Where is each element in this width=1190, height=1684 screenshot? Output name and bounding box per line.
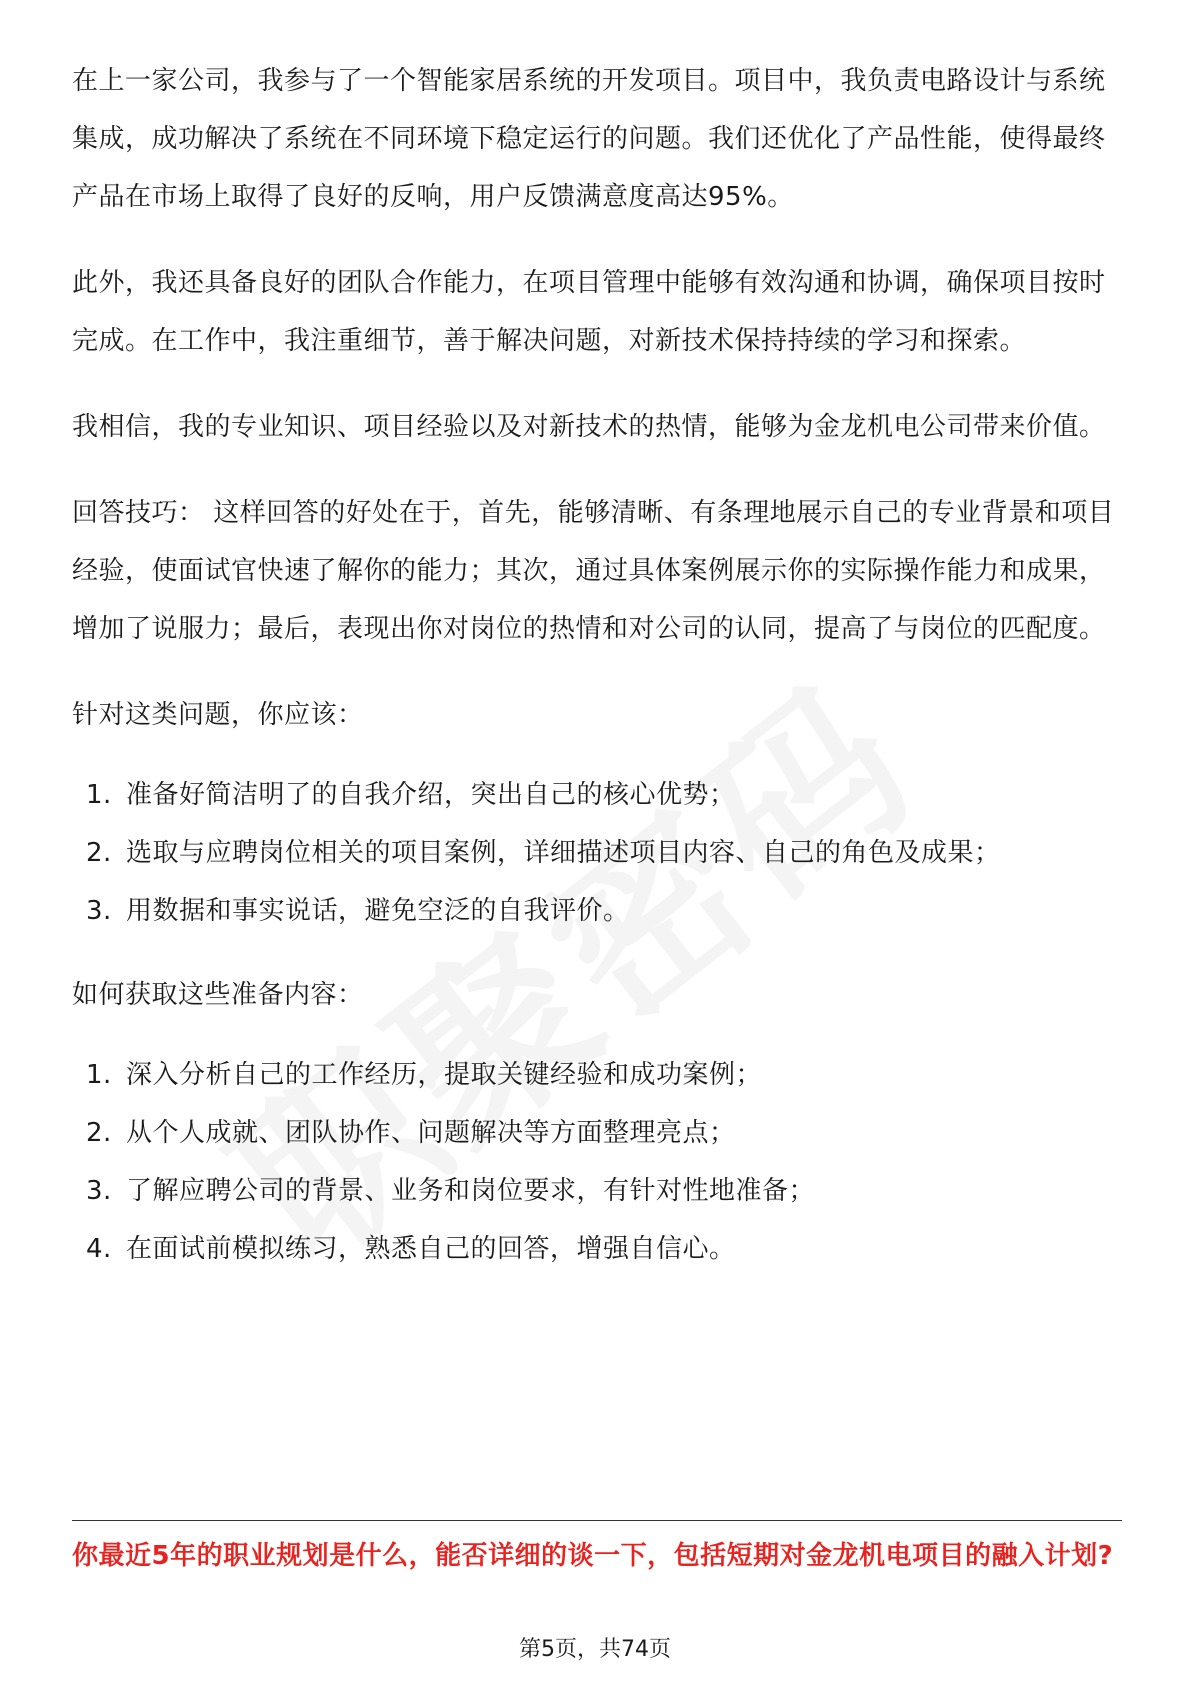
list-item: [72, 824, 1122, 882]
list-item-text: 准备好简洁明了的自我介绍，突出自己的核心优势；: [126, 780, 736, 810]
list-item-text: 用数据和事实说话，避免空泛的自我评价。: [126, 896, 630, 926]
approach-list: [72, 766, 1122, 940]
list-item-text: 在面试前模拟练习，熟悉自己的回答，增强自信心。: [126, 1234, 736, 1264]
list-item-text: 选取与应聘岗位相关的项目案例，详细描述项目内容、自己的角色及成果；: [126, 838, 1001, 868]
section-divider: [72, 1520, 1122, 1521]
list-item: [72, 1220, 1122, 1278]
answer-tips-paragraph: 回答技巧： 这样回答的好处在于，首先，能够清晰、有条理地展示自己的专业背景和项目经验，使面试官快速了解你的能力；其次，通过具体案例展示你的实际操作能力和成果，增加了说服力；最后，表现出你对岗位的热情和对公司的认同，提高了与岗位的匹配度。: [72, 498, 1115, 644]
list-item: [72, 1046, 1122, 1104]
section-heading-approach: 针对这类问题，你应该：: [72, 700, 364, 730]
list-item: [72, 882, 1122, 940]
list-item-number: 2.: [86, 1118, 112, 1148]
list-item-number: 1.: [86, 780, 112, 810]
section-heading-preparation: 如何获取这些准备内容：: [72, 980, 364, 1010]
answer-paragraph-1: 在上一家公司，我参与了一个智能家居系统的开发项目。项目中，我负责电路设计与系统集成，成功解决了系统在不同环境下稳定运行的问题。我们还优化了产品性能，使得最终产品在市场上取得了良好的反响，用户反馈满意度高达95%。: [72, 66, 1106, 212]
list-item: [72, 1104, 1122, 1162]
preparation-list: [72, 1046, 1122, 1278]
list-item: [72, 1162, 1122, 1220]
list-item-number: 4.: [86, 1234, 112, 1264]
list-item-number: 2.: [86, 838, 112, 868]
list-item-number: 3.: [86, 896, 112, 926]
list-item-text: 了解应聘公司的背景、业务和岗位要求，有针对性地准备；: [126, 1176, 816, 1206]
next-question-heading: 你最近5年的职业规划是什么，能否详细的谈一下，包括短期对金龙机电项目的融入计划?: [72, 1541, 1114, 1571]
list-item-number: 3.: [86, 1176, 112, 1206]
main-content: [72, 52, 1122, 1304]
answer-paragraph-2: 此外，我还具备良好的团队合作能力，在项目管理中能够有效沟通和协调，确保项目按时完成。在工作中，我注重细节，善于解决问题，对新技术保持持续的学习和探索。: [72, 268, 1106, 356]
answer-paragraph-3: 我相信，我的专业知识、项目经验以及对新技术的热情，能够为金龙机电公司带来价值。: [72, 412, 1106, 442]
list-item-text: 深入分析自己的工作经历，提取关键经验和成功案例；: [126, 1060, 763, 1090]
page-number: 第5页，共74页: [519, 1637, 671, 1662]
list-item: [72, 766, 1122, 824]
list-item-text: 从个人成就、团队协作、问题解决等方面整理亮点；: [126, 1118, 736, 1148]
list-item-number: 1.: [86, 1060, 112, 1090]
